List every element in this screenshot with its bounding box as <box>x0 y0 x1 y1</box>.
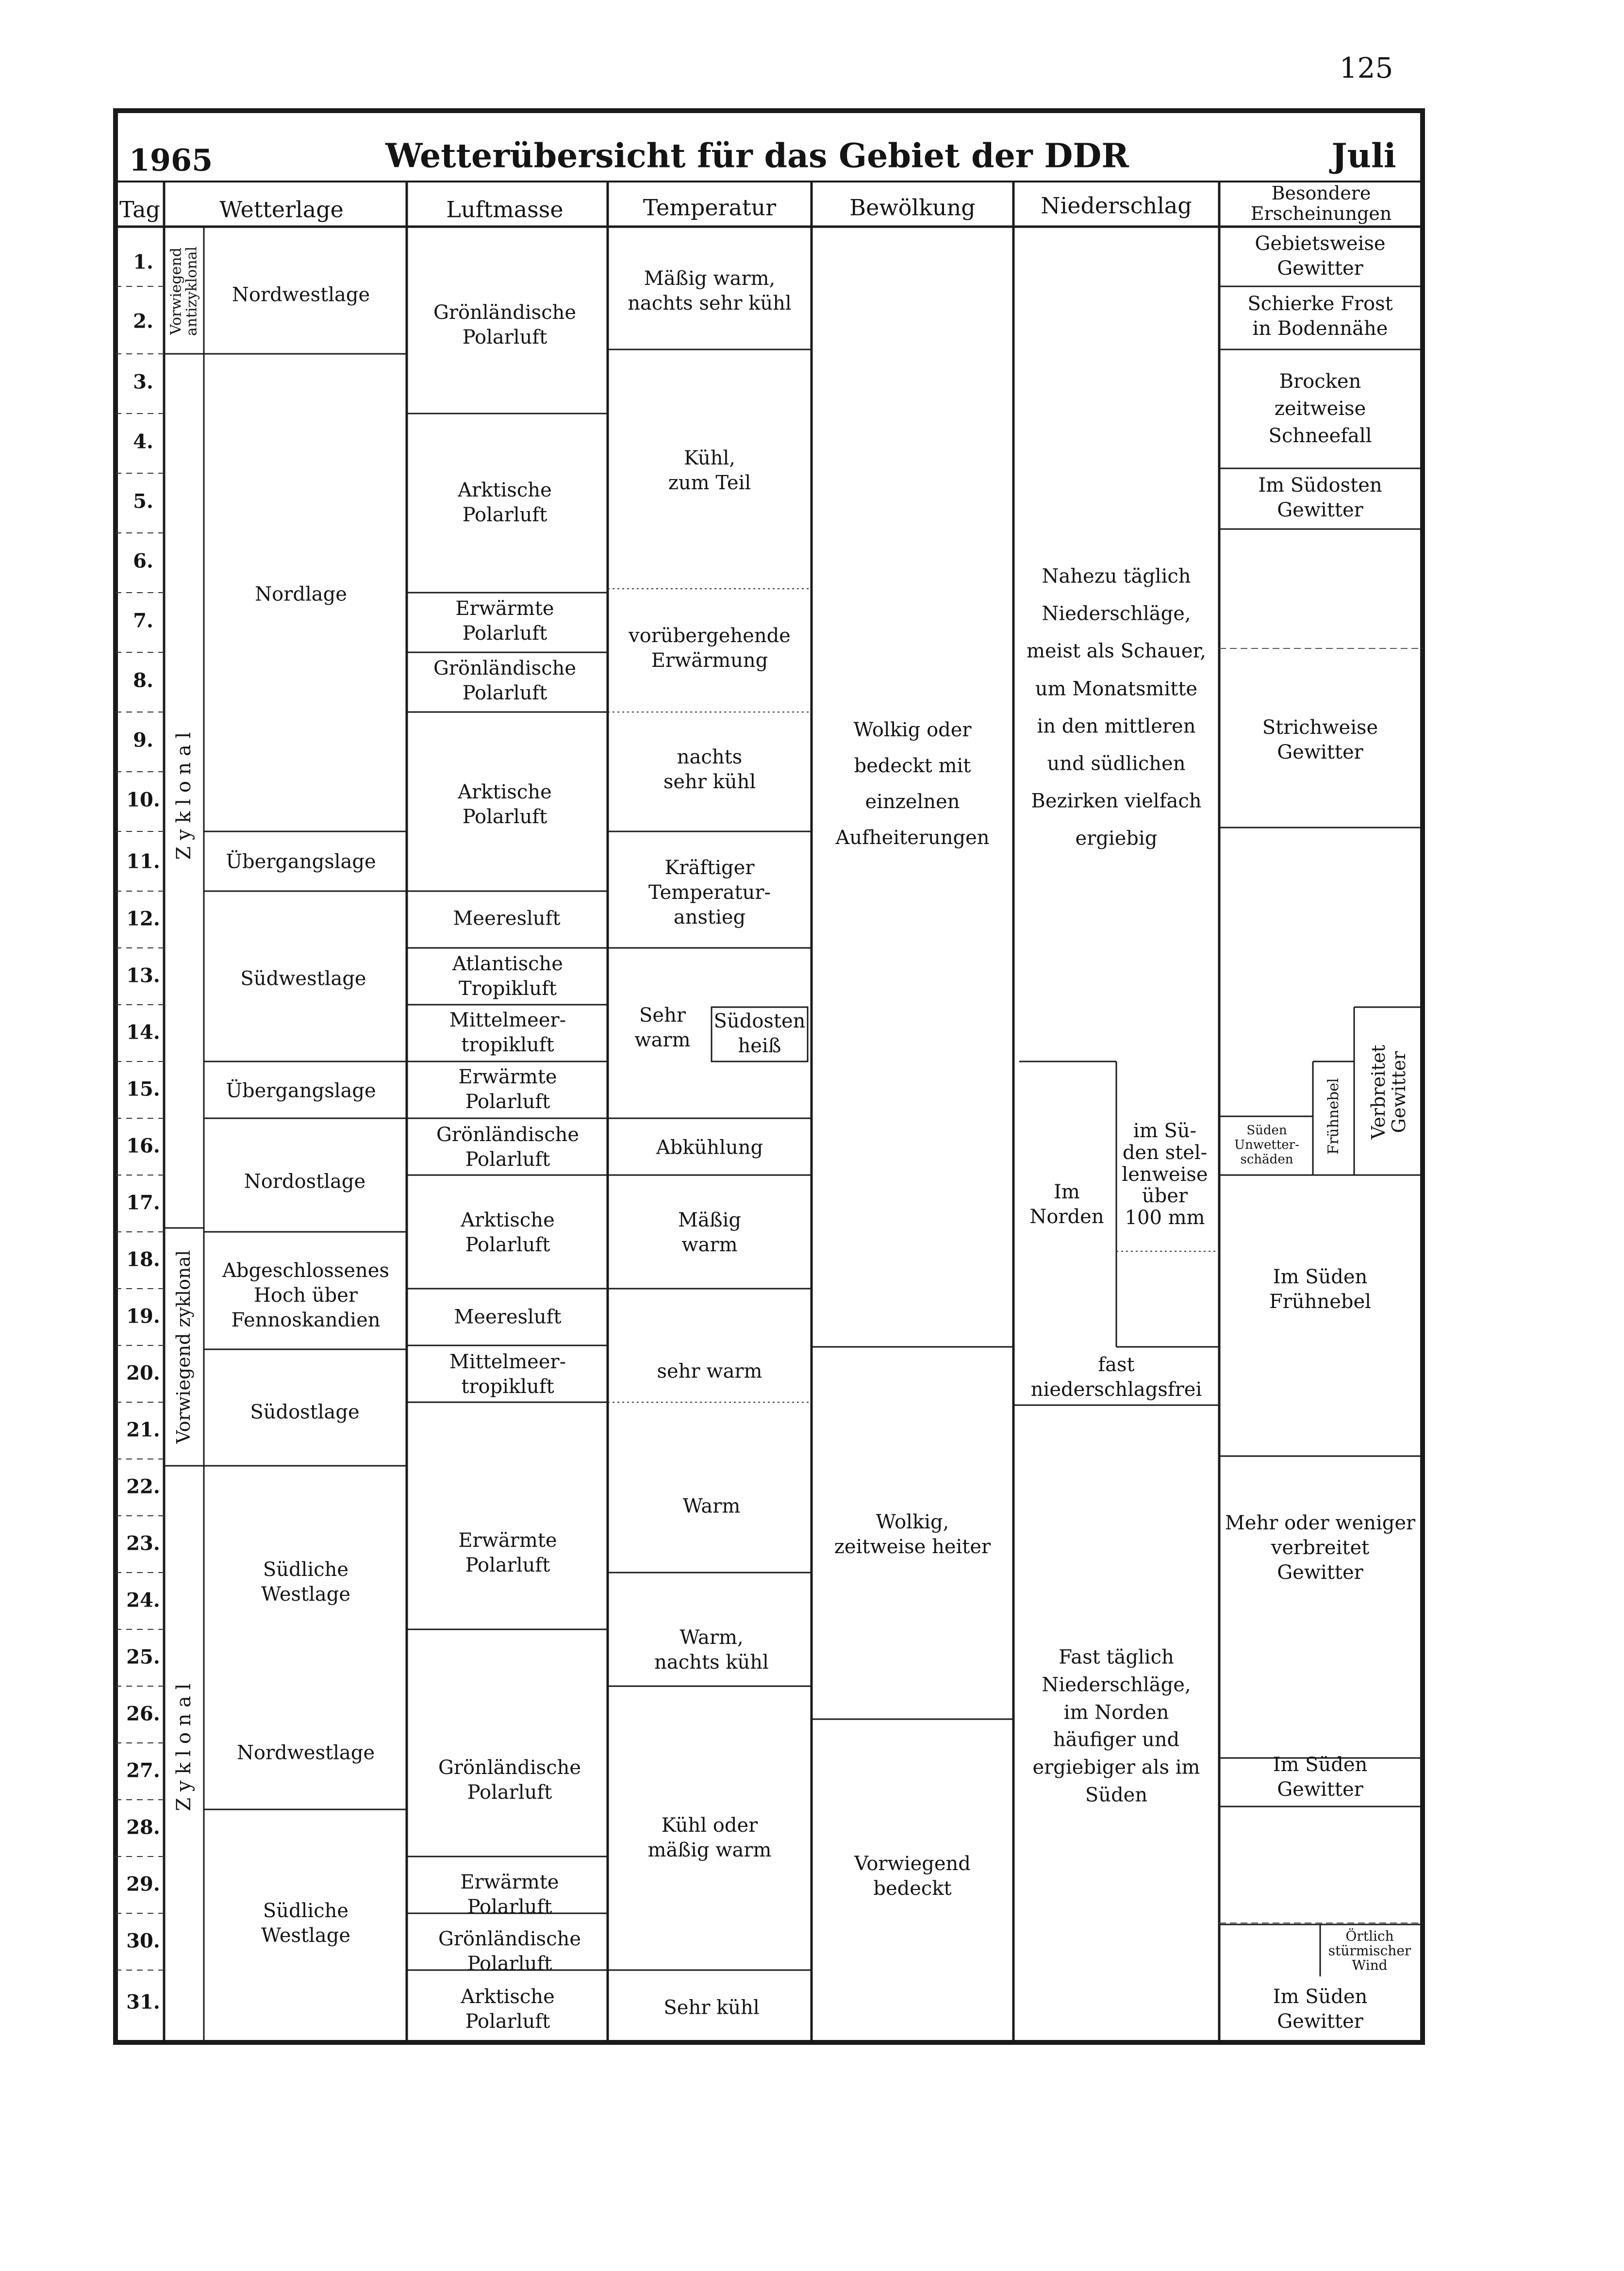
temperatur-cell: Warm, nachts kühl <box>654 1626 769 1674</box>
day-label: 14. <box>126 1021 160 1044</box>
temperatur-cell: Kräftiger Temperatur- anstieg <box>648 857 771 929</box>
luftmasse-cell: Erwärmte Polarluft <box>460 1871 559 1918</box>
temperatur-cell: Mäßig warm, nachts sehr kühl <box>628 267 792 315</box>
niederschlag-cell: Fast täglich Niederschläge, im Norden häufiger und ergiebiger als im Süden <box>1032 1646 1200 1807</box>
wetterlage-cell: Nordostlage <box>244 1170 366 1193</box>
besondere-cell: Örtlich stürmischer Wind <box>1328 1928 1411 1974</box>
day-label: 16. <box>126 1134 160 1158</box>
niederschlag-cell: Nahezu täglich Niederschläge, meist als Schauer, um Monatsmitte in den mittleren und südlichen Bezirken vielfach ergiebig <box>1027 565 1206 850</box>
col-header-bewoelkung: Bewölkung <box>849 194 976 221</box>
luftmasse-cell: Meeresluft <box>454 1306 562 1328</box>
day-label: 28. <box>126 1816 160 1839</box>
wetterlage-cell: Nordlage <box>255 583 347 606</box>
day-label: 17. <box>126 1191 160 1214</box>
luftmasse-cell: Erwärmte Polarluft <box>458 1529 557 1576</box>
luftmasse-cell: Grönländische Polarluft <box>433 301 577 348</box>
day-label: 26. <box>126 1702 160 1725</box>
temperatur-cell: Kühl, zum Teil <box>668 447 751 494</box>
day-label: 15. <box>126 1077 160 1101</box>
col-header-luftmasse: Luftmasse <box>446 196 563 223</box>
character-label: Z y k l o n a l <box>173 732 195 860</box>
temperatur-cell: Mäßig warm <box>678 1209 741 1256</box>
luftmasse-cell: Erwärmte Polarluft <box>455 597 554 645</box>
character-label: Z y k l o n a l <box>173 1683 195 1811</box>
luftmasse-cell: Grönländische Polarluft <box>438 1756 581 1804</box>
col-header-wetterlage: Wetterlage <box>219 196 344 223</box>
header-month: Juli <box>1331 136 1396 176</box>
luftmasse-cell: Arktische Polarluft <box>458 479 552 526</box>
page-number: 125 <box>1339 51 1393 84</box>
luftmasse-cell: Grönländische Polarluft <box>433 657 577 704</box>
col-header-temperatur: Temperatur <box>643 194 777 221</box>
day-label: 5. <box>133 490 153 513</box>
day-label: 12. <box>126 907 160 930</box>
besondere-cell: Mehr oder weniger verbreitet Gewitter <box>1225 1512 1416 1584</box>
day-label: 9. <box>133 729 153 752</box>
day-label: 1. <box>133 250 153 274</box>
luftmasse-cell: Erwärmte Polarluft <box>458 1065 557 1113</box>
besondere-cell-vertical: Verbreitet Gewitter <box>1368 1044 1409 1140</box>
besondere-cell: Schierke Frost in Bodennähe <box>1247 292 1393 340</box>
temperatur-cell: Warm <box>682 1495 741 1518</box>
luftmasse-cell: Arktische Polarluft <box>461 1985 555 2033</box>
page-title: Wetterübersicht für das Gebiet der DDR <box>385 136 1129 176</box>
day-label: 18. <box>126 1248 160 1271</box>
day-label: 19. <box>126 1305 160 1328</box>
besondere-cell: Gebietsweise Gewitter <box>1255 232 1386 280</box>
wetterlage-cell: Nordwestlage <box>232 283 370 306</box>
temperatur-cell: vorübergehende Erwärmung <box>629 624 791 672</box>
day-label: 6. <box>133 549 153 573</box>
temperatur-cell: Sehr warm <box>634 1004 691 1051</box>
niederschlag-cell: fast niederschlagsfrei <box>1030 1353 1202 1401</box>
luftmasse-cell: Mittelmeer- tropikluft <box>449 1009 566 1056</box>
temperatur-cell: Sehr kühl <box>663 1996 760 2019</box>
temperatur-cell-boxed: Südosten heiß <box>713 1010 806 1057</box>
bewoelkung-cell: Vorwiegend bedeckt <box>854 1852 971 1900</box>
day-label: 10. <box>126 788 160 812</box>
luftmasse-cell: Atlantische Tropikluft <box>452 952 563 1000</box>
day-label: 23. <box>126 1532 160 1555</box>
header-year: 1965 <box>129 142 213 178</box>
besondere-cell: Im Südosten Gewitter <box>1258 474 1382 521</box>
day-label: 29. <box>126 1873 160 1896</box>
besondere-cell: Im Süden Gewitter <box>1273 1985 1368 2033</box>
besondere-cell: Süden Unwetter- schäden <box>1234 1123 1299 1167</box>
wetterlage-cell: Übergangslage <box>226 850 376 873</box>
day-label: 31. <box>126 1990 160 2014</box>
day-label: 20. <box>126 1361 160 1385</box>
wetterlage-cell: Abgeschlossenes Hoch über Fennoskandien <box>222 1260 390 1332</box>
besondere-cell: Im Süden Frühnebel <box>1269 1265 1371 1313</box>
temperatur-cell: sehr warm <box>657 1360 762 1383</box>
temperatur-cell: Kühl oder mäßig warm <box>647 1814 772 1861</box>
day-label: 3. <box>133 370 153 394</box>
col-header-niederschlag: Niederschlag <box>1041 192 1192 219</box>
col-header-tag: Tag <box>119 196 160 223</box>
temperatur-cell: Abkühlung <box>656 1136 763 1159</box>
day-label: 8. <box>133 669 153 692</box>
day-label: 22. <box>126 1475 160 1498</box>
luftmasse-cell: Meeresluft <box>453 907 561 930</box>
niederschlag-cell: im Sü- den stel- lenweise über 100 mm <box>1122 1120 1208 1229</box>
wetterlage-cell: Südwestlage <box>240 967 366 990</box>
day-label: 11. <box>126 850 160 873</box>
temperatur-cell: nachts sehr kühl <box>663 746 756 793</box>
luftmasse-cell: Grönländische Polarluft <box>436 1123 580 1171</box>
day-label: 24. <box>126 1589 160 1612</box>
wetterlage-cell: Südostlage <box>250 1401 360 1424</box>
day-label: 4. <box>133 430 153 453</box>
wetterlage-cell: Südliche Westlage <box>261 1899 351 1947</box>
bewoelkung-cell: Wolkig, zeitweise heiter <box>834 1510 991 1558</box>
day-label: 2. <box>133 310 153 333</box>
wetterlage-cell: Nordwestlage <box>236 1741 375 1764</box>
bewoelkung-cell: Wolkig oder bedeckt mit einzelnen Aufheiterungen <box>835 719 990 849</box>
besondere-cell-vertical: Frühnebel <box>1325 1078 1342 1155</box>
day-label: 21. <box>126 1418 160 1442</box>
day-label: 7. <box>133 609 153 632</box>
character-label: Vorwiegend antizyklonal <box>167 246 200 336</box>
day-label: 13. <box>126 964 160 987</box>
niederschlag-cell: Im Norden <box>1029 1180 1104 1228</box>
day-label: 30. <box>126 1929 160 1953</box>
col-header-besondere: Besondere Erscheinungen <box>1250 182 1392 224</box>
luftmasse-cell: Arktische Polarluft <box>458 780 552 828</box>
luftmasse-cell: Arktische Polarluft <box>461 1209 555 1256</box>
luftmasse-cell: Mittelmeer- tropikluft <box>449 1350 566 1398</box>
besondere-cell: Im Süden Gewitter <box>1273 1753 1368 1801</box>
day-label: 27. <box>126 1759 160 1782</box>
luftmasse-cell: Grönländische Polarluft <box>438 1927 581 1975</box>
day-label: 25. <box>126 1645 160 1669</box>
character-label: Vorwiegend zyklonal <box>173 1250 195 1444</box>
wetterlage-cell: Südliche Westlage <box>261 1558 351 1606</box>
besondere-cell: Strichweise Gewitter <box>1262 716 1378 763</box>
besondere-cell: Brocken zeitweise Schneefall <box>1268 370 1372 447</box>
wetterlage-cell: Übergangslage <box>226 1079 376 1102</box>
